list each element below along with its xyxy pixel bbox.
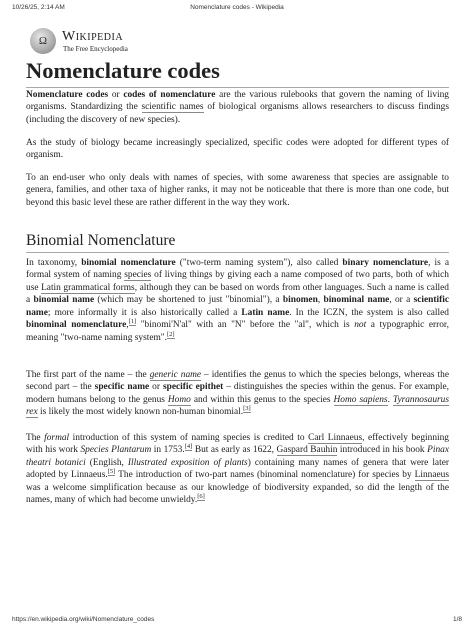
wikipedia-globe-icon[interactable]: Ω bbox=[30, 28, 56, 54]
link-carl-linnaeus[interactable]: Carl Linnaeus bbox=[308, 433, 363, 443]
link-tyrannosaurus-rex[interactable]: Tyrannosaurus rex bbox=[26, 394, 450, 418]
citation-6[interactable]: [6] bbox=[197, 493, 205, 501]
print-doc-title: Nomenclature codes - Wikipedia bbox=[190, 4, 284, 11]
citation-4[interactable]: [4] bbox=[184, 443, 193, 451]
link-latin-grammatical-forms[interactable]: Latin grammatical forms bbox=[41, 282, 135, 293]
link-generic-name[interactable]: generic name bbox=[149, 370, 202, 380]
link-scientific-names[interactable]: scientific names bbox=[141, 102, 204, 113]
citation-2[interactable]: [2] bbox=[166, 330, 175, 338]
paragraph-specialization: As the study of biology became increasingly specialized, specific codes were adopted for different types of organism. bbox=[26, 138, 449, 161]
citation-1[interactable]: [1] bbox=[128, 318, 137, 326]
link-homo-sapiens[interactable]: Homo sapiens bbox=[333, 394, 388, 405]
binomial-paragraph-1: In taxonomy, binomial nomenclature ("two-term naming system"), also called binary nomenclature, is a formal system of naming species of living things by giving each a name composed of two parts, both of which use Latin grammatical forms, although they can be based on words from other languages. Such a name is called a binomial name (which may be shortened to just "binomial"), a binomen, binominal name, or a scientific name; more informally it is also historically called a Latin name. In the ICZN, the system is also called binominal nomenclature,[1] "binomi'N'al" with an "N" before the "al", which is not a typographic error, meaning "two-name naming system".[2] bbox=[26, 258, 450, 343]
link-linnaeus[interactable]: Linnaeus bbox=[414, 470, 449, 481]
binomial-paragraph-3: The formal introduction of this system of naming species is credited to Carl Linnaeus, effectively beginning with his work Species Plantarum in 1753.[4] But as early as 1622, Gaspard Bauhin introduced in his book Pinax theatri botanici (English, Illustrated exposition of plants) containing many names of genera that were later adopted by Linnaeus.[5] The introduction of two-part names (binominal nomenclature) for species by Linnaeus was a welcome simplification because as our knowledge of biodiversity expanded, so did the length of the names, many of which had become unwieldy.[6] bbox=[26, 433, 450, 506]
link-homo[interactable]: Homo bbox=[167, 394, 191, 405]
section-divider bbox=[26, 252, 449, 253]
title-divider bbox=[26, 87, 449, 88]
print-url: https://en.wikipedia.org/wiki/Nomenclature_codes bbox=[12, 616, 155, 623]
intro-paragraph: Nomenclature codes or codes of nomenclature are the various rulebooks that govern the naming of living organisms. Standardizing the scientific names of biological organisms allows researchers to discuss findings (including the discovery of new species). bbox=[26, 90, 449, 125]
link-species[interactable]: species bbox=[124, 270, 152, 281]
page-title: Nomenclature codes bbox=[26, 58, 220, 83]
citation-5[interactable]: [5] bbox=[107, 468, 116, 476]
print-page-number: 1/8 bbox=[452, 616, 462, 623]
print-datetime: 10/26/25, 2:14 AM bbox=[12, 4, 65, 11]
paragraph-end-user: To an end-user who only deals with names of species, with some awareness that species are assignable to genera, families, and other taxa of higher ranks, it may not be noticeable that there is more than one code, but beyond this basic level these are rather different in the way they work. bbox=[26, 173, 449, 208]
wikipedia-wordmark[interactable]: Wikipedia bbox=[62, 29, 124, 44]
binomial-paragraph-2: The first part of the name – the generic name – identifies the genus to which the species belongs, whereas the second part – the specific name or specific epithet – distinguishes the species within the genus. For example, modern humans belong to the genus Homo and within this genus to the species Homo sapiens. Tyrannosaurus rex is likely the most widely known non-human binomial.[3] bbox=[26, 370, 450, 418]
citation-3[interactable]: [3] bbox=[243, 405, 251, 413]
section-heading-binomial: Binomial Nomenclature bbox=[26, 232, 176, 249]
wikipedia-tagline: The Free Encyclopedia bbox=[63, 45, 128, 53]
link-gaspard-bauhin[interactable]: Gaspard Bauhin bbox=[276, 445, 338, 456]
